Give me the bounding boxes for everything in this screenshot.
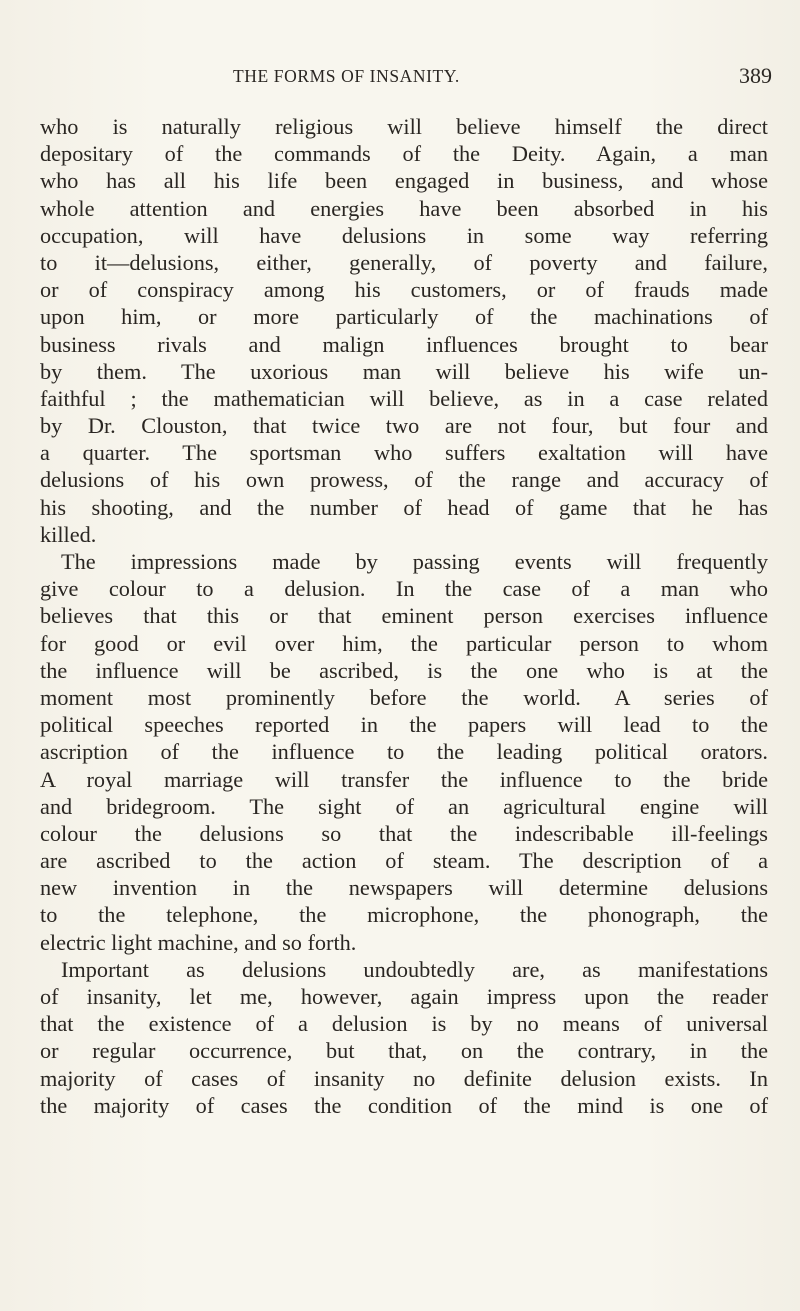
text-line: upon him, or more particularly of the machinations of bbox=[40, 304, 768, 330]
text-line: by Dr. Clouston, that twice two are not four, but four and bbox=[40, 413, 768, 439]
text-line: who has all his life been engaged in business, and whose bbox=[40, 168, 768, 194]
text-line: are ascribed to the action of steam. The description of a bbox=[40, 848, 768, 874]
text-line: that the existence of a delusion is by no means of universal bbox=[40, 1011, 768, 1037]
text-line: The impressions made by passing events will frequently bbox=[61, 549, 768, 574]
text-line: or of conspiracy among his customers, or of frauds made bbox=[40, 277, 768, 303]
text-line: by them. The uxorious man will believe his wife un- bbox=[40, 358, 768, 384]
text-line: the influence will be ascribed, is the one who is at the bbox=[40, 657, 768, 683]
text-line: business rivals and malign influences brought to bear bbox=[40, 331, 768, 357]
text-line: A royal marriage will transfer the influence to the bride bbox=[40, 766, 768, 792]
text-line: and bridegroom. The sight of an agricultural engine will bbox=[40, 793, 768, 819]
text-line: Important as delusions undoubtedly are, as manifestations bbox=[61, 956, 768, 982]
text-line: faithful ; the mathematician will believe, as in a case related bbox=[40, 385, 768, 411]
text-line: majority of cases of insanity no definite delusion exists. In bbox=[40, 1065, 768, 1091]
text-line: his shooting, and the number of head of game that he has bbox=[40, 494, 768, 520]
text-line: whole attention and energies have been absorbed in his bbox=[40, 195, 768, 221]
text-line: to the telephone, the microphone, the phonograph, the bbox=[40, 902, 768, 928]
text-line: depositary of the commands of the Deity. Again, a man bbox=[40, 141, 768, 167]
text-line: electric light machine, and so forth. bbox=[40, 929, 357, 955]
text-line: the majority of cases the condition of the mind is one of bbox=[40, 1092, 768, 1118]
page-number: 389 bbox=[739, 63, 772, 88]
running-title: THE FORMS OF INSANITY. bbox=[233, 66, 460, 86]
text-line: who is naturally religious will believe himself the direct bbox=[40, 114, 768, 139]
text-line: moment most prominently before the world. A series of bbox=[40, 684, 768, 710]
text-line: to it—delusions, either, generally, of poverty and failure, bbox=[40, 249, 768, 275]
text-line: of insanity, let me, however, again impress upon the reader bbox=[40, 984, 768, 1009]
text-line: occupation, will have delusions in some way referring bbox=[40, 222, 768, 248]
text-line: a quarter. The sportsman who suffers exaltation will have bbox=[40, 440, 768, 466]
text-line: believes that this or that eminent person exercises influence bbox=[40, 603, 768, 629]
body-text bbox=[40, 113, 768, 1119]
text-line: political speeches reported in the papers will lead to the bbox=[40, 712, 768, 738]
text-line: or regular occurrence, but that, on the contrary, in the bbox=[40, 1038, 768, 1064]
text-line: delusions of his own prowess, of the range and accuracy of bbox=[40, 467, 768, 493]
text-line: for good or evil over him, the particular person to whom bbox=[40, 630, 768, 656]
text-line: give colour to a delusion. In the case of a man who bbox=[40, 576, 768, 602]
running-head bbox=[0, 63, 800, 96]
text-line: killed. bbox=[40, 521, 97, 547]
text-line: ascription of the influence to the leading political orators. bbox=[40, 739, 768, 765]
text-line: new invention in the newspapers will determine delusions bbox=[40, 875, 768, 901]
text-line: colour the delusions so that the indescribable ill-feelings bbox=[40, 820, 768, 846]
